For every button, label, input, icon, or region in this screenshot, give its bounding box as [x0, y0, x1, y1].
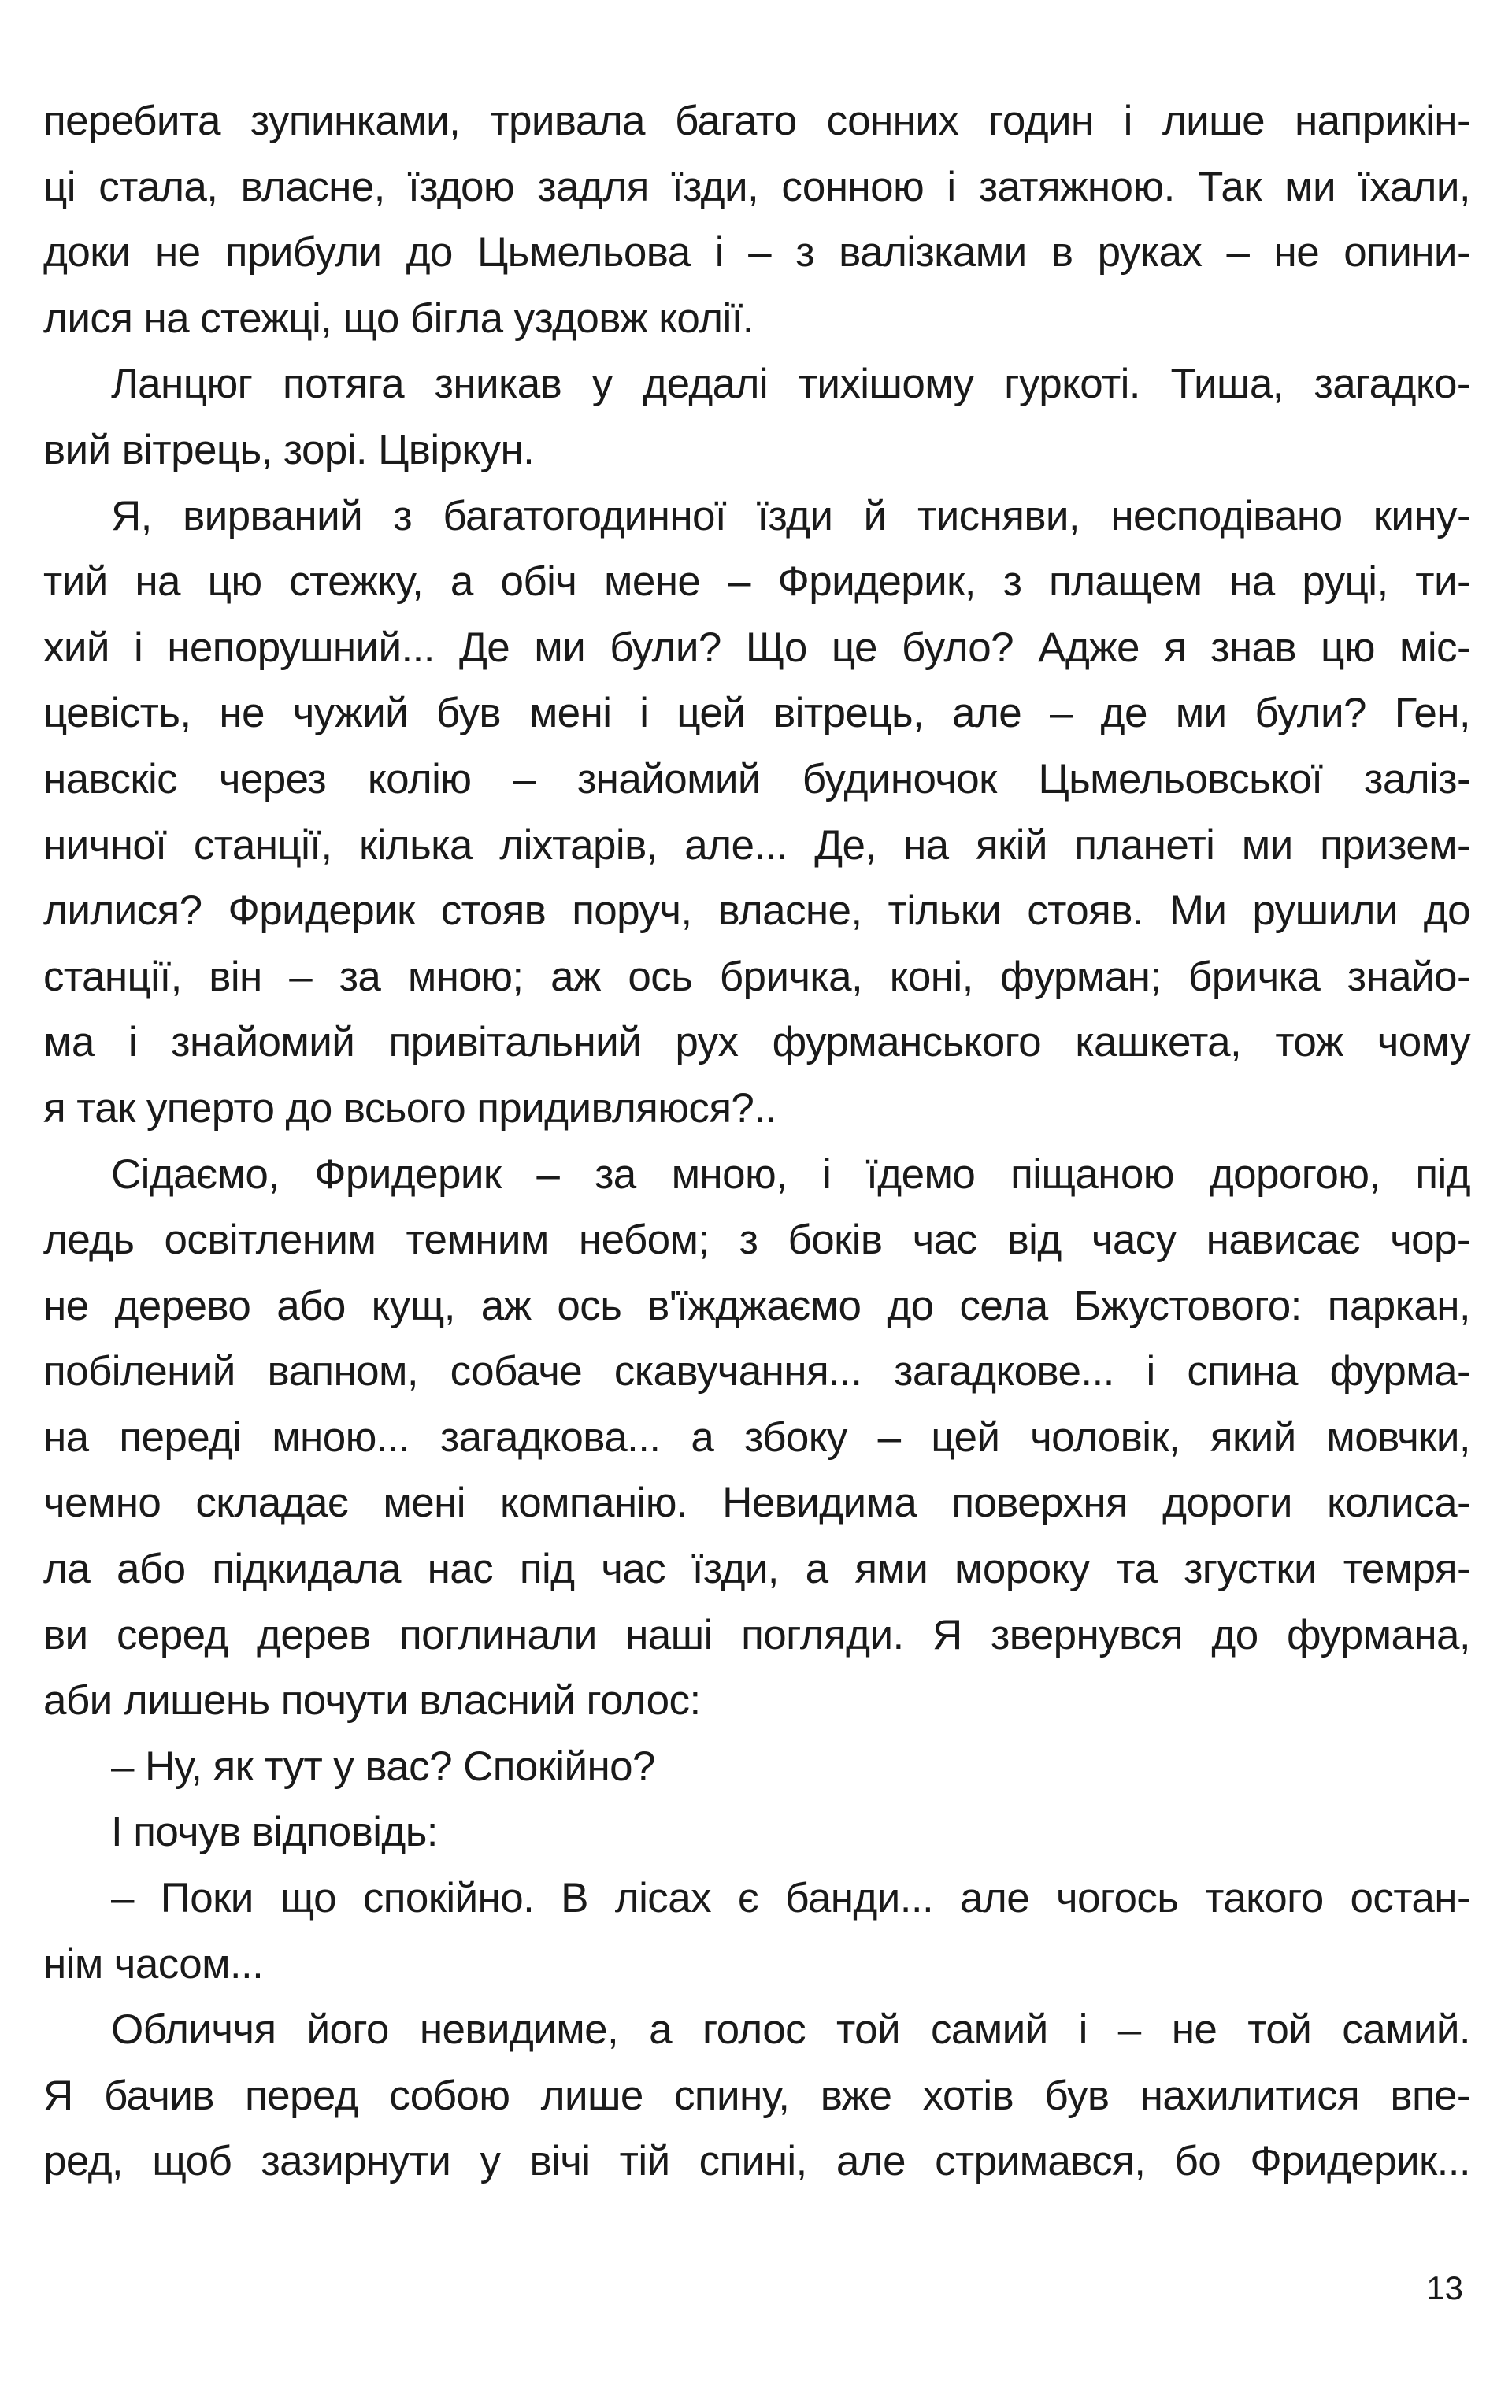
text-line: лися на стежці, що бігла уздовж колії.	[43, 295, 754, 342]
text-line: чемно складає мені компанію. Невидима поверхня дороги колиса-	[43, 1480, 1470, 1527]
page-number: 13	[1426, 2269, 1463, 2306]
text-line: на переді мною... загадкова... а збоку – цей чоловік, який мовчки,	[43, 1413, 1470, 1461]
text-line: цевість, не чужий був мені і цей вітрець, але – де ми були? Ген,	[43, 690, 1470, 737]
body-text	[43, 88, 1470, 2195]
text-line: – Ну, як тут у вас? Спокійно?	[111, 1743, 655, 1790]
text-line: лилися? Фридерик стояв поруч, власне, тільки стояв. Ми рушили до	[43, 887, 1470, 935]
text-line: доки не прибули до Цьмельова і – з валізками в руках – не опини-	[43, 229, 1470, 276]
text-line: ничної станції, кілька ліхтарів, але... Де, на якій планеті ми призем-	[43, 821, 1470, 869]
text-line: станції, він – за мною; аж ось бричка, коні, фурман; бричка знайо-	[43, 953, 1470, 1000]
text-line: ці стала, власне, їздою задля їзди, сонною і затяжною. Так ми їхали,	[43, 163, 1470, 210]
text-line: І почув відповідь:	[111, 1809, 438, 1856]
text-line: Сідаємо, Фридерик – за мною, і їдемо піщаною дорогою, під	[111, 1150, 1470, 1198]
text-line: ма і знайомий привітальний рух фурманського кашкета, тож чому	[43, 1019, 1470, 1066]
text-line: Я, вирваний з багатогодинної їзди й тисняви, несподівано кину-	[111, 492, 1470, 539]
text-line: Ланцюг потяга зникав у дедалі тихішому гуркоті. Тиша, загадко-	[111, 361, 1470, 408]
text-line: хий і непорушний... Де ми були? Що це було? Адже я знав цю міс-	[43, 624, 1470, 671]
text-line: – Поки що спокійно. В лісах є банди... але чогось такого остан-	[111, 1875, 1470, 1922]
text-line: навскіс через колію – знайомий будиночок Цьмельовської заліз-	[43, 755, 1470, 802]
text-line: аби лишень почути власний голос:	[43, 1677, 701, 1724]
text-line: ред, щоб зазирнути у вічі тій спині, але стримався, бо Фридерик...	[43, 2138, 1470, 2185]
text-line: Обличчя його невидиме, а голос той самий і – не той самий.	[111, 2006, 1470, 2054]
text-line: побілений вапном, собаче скавучання... загадкове... і спина фурма-	[43, 1348, 1470, 1395]
text-line: не дерево або кущ, аж ось в'їжджаємо до села Бжустового: паркан,	[43, 1282, 1470, 1329]
text-line: ледь освітленим темним небом; з боків час від часу нависає чор-	[43, 1217, 1470, 1264]
text-line: я так уперто до всього придивляюся?..	[43, 1084, 776, 1132]
text-line: вий вітрець, зорі. Цвіркун.	[43, 426, 535, 473]
text-line: ла або підкидала нас під час їзди, а ями мороку та згустки темря-	[43, 1546, 1470, 1593]
text-line: Я бачив перед собою лише спину, вже хотів був нахилитися впе-	[43, 2072, 1470, 2119]
text-line: ви серед дерев поглинали наші погляди. Я звернувся до фурмана,	[43, 1611, 1470, 1658]
text-line: тий на цю стежку, а обіч мене – Фридерик, з плащем на руці, ти-	[43, 558, 1470, 606]
text-line: перебита зупинками, тривала багато сонних годин і лише наприкін-	[43, 98, 1470, 144]
text-line: нім часом...	[43, 1940, 264, 1988]
